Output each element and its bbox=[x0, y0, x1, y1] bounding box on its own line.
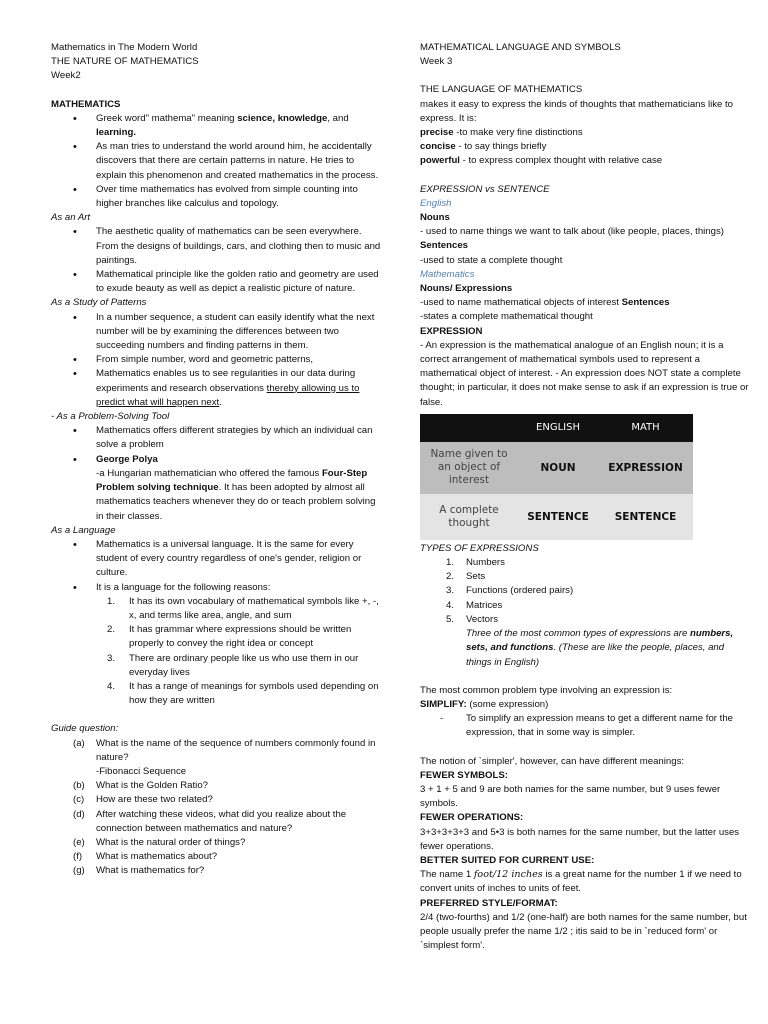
fewer-operations-desc: 3+3+3+3+3 and 5•3 is both names for the same number, but the latter uses fewer operations. bbox=[420, 826, 740, 852]
mathematics-label: Mathematics bbox=[420, 268, 475, 280]
list-item: • The aesthetic quality of mathematics can be seen everywhere. From the designs of buildings, cars, and clothing then to music and paintings. bbox=[51, 225, 381, 268]
table-header-cell bbox=[420, 414, 518, 442]
mathematics-heading: MATHEMATICS bbox=[51, 98, 121, 110]
table-header-row bbox=[420, 414, 693, 442]
list-item: 4. Matrices bbox=[446, 599, 503, 611]
week3-title: MATHEMATICAL LANGUAGE AND SYMBOLS bbox=[420, 42, 621, 53]
common-problem: The most common problem type involving an expression is: bbox=[420, 684, 673, 696]
list-item: • George Polya bbox=[51, 453, 381, 467]
art-heading: As an Art bbox=[51, 212, 91, 224]
list-item: 3. Functions (ordered pairs) bbox=[446, 585, 574, 597]
concise-line: concise - to say things briefly bbox=[420, 141, 547, 153]
simplify-line: SIMPLIFY: (some expression) bbox=[420, 698, 549, 710]
better-suited-desc: The name 1 foot/12 inches is a great name for the number 1 if we need to convert units of inches to units of feet. bbox=[420, 869, 742, 895]
language-intro: makes it easy to express the kinds of thoughts that mathematicians like to express. It is: bbox=[420, 98, 734, 124]
problem-solving-heading: - As a Problem-Solving Tool bbox=[51, 411, 170, 423]
list-item: • Mathematical principle like the golden ratio and geometry are used to exude beauty as well as depict a realistic picture of nature. bbox=[51, 268, 381, 296]
nouns-label: Nouns bbox=[420, 212, 450, 224]
language-reasons bbox=[51, 595, 381, 709]
simplify-desc: - To simplify an expression means to get a different name for the expression, that in some way is simpler. bbox=[440, 713, 733, 739]
list-item: (f) What is mathematics about? bbox=[73, 851, 218, 863]
patterns-heading: As a Study of Patterns bbox=[51, 297, 147, 309]
list-item: (d) After watching these videos, what did you realize about the connection between mathematics and nature? bbox=[73, 808, 347, 834]
table-cell: A complete thought bbox=[420, 494, 518, 540]
list-item: 3. There are ordinary people like us who use them in our everyday lives bbox=[107, 652, 359, 678]
language-bullets bbox=[51, 538, 381, 595]
left-column bbox=[51, 41, 381, 879]
types-heading: TYPES OF EXPRESSIONS bbox=[420, 542, 539, 554]
english-label: English bbox=[420, 197, 452, 209]
expression-label: EXPRESSION bbox=[420, 325, 483, 337]
week3-label: Week 3 bbox=[420, 56, 453, 68]
table-header-cell: MATH bbox=[598, 414, 693, 442]
list-item: (a) What is the name of the sequence of numbers commonly found in nature? -Fibonacci Sequence bbox=[73, 737, 376, 777]
list-item: 2. Sets bbox=[446, 571, 486, 583]
sentences-desc: -used to state a complete thought bbox=[420, 254, 563, 266]
types-note: Three of the most common types of expressions are numbers, sets, and functions. (These are like the people, places, and things in English) bbox=[466, 628, 734, 668]
fibonacci-answer: -Fibonacci Sequence bbox=[96, 765, 187, 777]
list-item: • Mathematics offers different strategies by which an individual can solve a problem bbox=[51, 424, 381, 452]
fewer-symbols-label: FEWER SYMBOLS: bbox=[420, 769, 508, 781]
types-list bbox=[420, 556, 750, 627]
polya-description: -a Hungarian mathematician who offered the famous Four-Step Problem solving technique. It has been adopted by almost all mathematics teachers whenever they do or teach problem solving in their classes. bbox=[96, 467, 376, 522]
list-item: 5. Vectors bbox=[446, 613, 498, 625]
notion-line: The notion of `simpler', however, can have different meanings: bbox=[420, 755, 685, 767]
list-item: (c) How are these two related? bbox=[73, 794, 213, 806]
list-item: 1. It has its own vocabulary of mathematical symbols like +, -, x, and terms like area, angle, and sum bbox=[107, 595, 379, 621]
language-heading: As a Language bbox=[51, 524, 116, 536]
guide-questions bbox=[51, 737, 381, 879]
powerful-line: powerful - to express complex thought with relative case bbox=[420, 155, 663, 167]
list-item: • Mathematics is a universal language. It is the same for every student of every country regardless of one's gender, religion or culture. bbox=[51, 538, 381, 581]
language-of-math-heading: THE LANGUAGE OF MATHEMATICS bbox=[420, 84, 583, 96]
list-item: • From simple number, word and geometric patterns, bbox=[51, 353, 381, 367]
list-item: 2. It has grammar where expressions should be written properly to convey the right idea or concept bbox=[107, 624, 352, 650]
problem-solving-bullets bbox=[51, 424, 381, 467]
table-header-cell: ENGLISH bbox=[518, 414, 598, 442]
states-desc: -states a complete mathematical thought bbox=[420, 311, 593, 323]
table-cell: Name given to an object of interest bbox=[420, 442, 518, 494]
nouns-expressions-label: Nouns/ Expressions bbox=[420, 283, 513, 295]
nouns-desc: - used to name things we want to talk about (like people, places, things) bbox=[420, 226, 724, 238]
art-bullets bbox=[51, 225, 381, 296]
list-item: (e) What is the natural order of things? bbox=[73, 836, 246, 848]
table-cell: EXPRESSION bbox=[598, 442, 693, 494]
expression-vs-sentence-heading: EXPRESSION vs SENTENCE bbox=[420, 183, 550, 195]
guide-question-heading: Guide question: bbox=[51, 723, 119, 735]
patterns-bullets bbox=[51, 311, 381, 410]
list-item: 4. It has a range of meanings for symbols used depending on how they are written bbox=[107, 680, 379, 707]
comparison-table bbox=[420, 414, 693, 540]
list-item: • Mathematics enables us to see regularities in our data during experiments and research observations thereby allowing us to predict what will happen next. bbox=[51, 367, 381, 410]
precise-line: precise -to make very fine distinctions bbox=[420, 127, 583, 139]
table-row bbox=[420, 494, 693, 540]
list-item: (g) What is mathematics for? bbox=[73, 865, 205, 877]
table-row bbox=[420, 442, 693, 494]
fewer-symbols-desc: 3 + 1 + 5 and 9 are both names for the same number, but 9 uses fewer symbols. bbox=[420, 783, 721, 810]
mathematics-bullets bbox=[51, 112, 381, 211]
list-item: (b) What is the Golden Ratio? bbox=[73, 780, 208, 792]
week-label: Week2 bbox=[51, 70, 81, 82]
list-item: 1. Numbers bbox=[446, 557, 505, 569]
list-item: • It is a language for the following reasons: bbox=[51, 581, 381, 595]
section-title: THE NATURE OF MATHEMATICS bbox=[51, 56, 199, 68]
expression-desc: - An expression is the mathematical analogue of an English noun; it is a correct arrangement of mathematical symbols used to represent a mathematical object of interest. - An expression does NOT state a complete thought; in particular, it does not make sense to ask if an expression is true or false. bbox=[420, 339, 749, 408]
list-item: • As man tries to understand the world around him, he accidentally discovers that there are certain patterns in nature. He tries to explain this phenomenon and created mathematics in the process. bbox=[51, 140, 381, 183]
list-item: • Over time mathematics has evolved from simple counting into higher branches like calculus and topology. bbox=[51, 183, 381, 211]
right-column bbox=[420, 41, 750, 953]
course-title: Mathematics in The Modern World bbox=[51, 42, 198, 53]
better-suited-label: BETTER SUITED FOR CURRENT USE: bbox=[420, 854, 595, 866]
preferred-style-label: PREFERRED STYLE/FORMAT: bbox=[420, 897, 558, 909]
list-item: • In a number sequence, a student can easily identify what the next number will be by examining the differences between two succeeding numbers and finding patterns in them. bbox=[51, 311, 381, 354]
table-cell: NOUN bbox=[518, 442, 598, 494]
preferred-style-desc: 2/4 (two-fourths) and 1/2 (one-half) are both names for the same number, but people usually prefer the name 1/2 ; itis said to be in `reduced form' or `simplest form'. bbox=[420, 911, 747, 952]
list-item: • Greek word" mathema" meaning science, knowledge, and learning. bbox=[51, 112, 381, 140]
nouns-expressions-desc: -used to name mathematical objects of interest Sentences bbox=[420, 297, 670, 309]
table-cell: SENTENCE bbox=[518, 494, 598, 540]
sentences-label: Sentences bbox=[420, 240, 468, 252]
table-cell: SENTENCE bbox=[598, 494, 693, 540]
fewer-operations-label: FEWER OPERATIONS: bbox=[420, 812, 524, 824]
